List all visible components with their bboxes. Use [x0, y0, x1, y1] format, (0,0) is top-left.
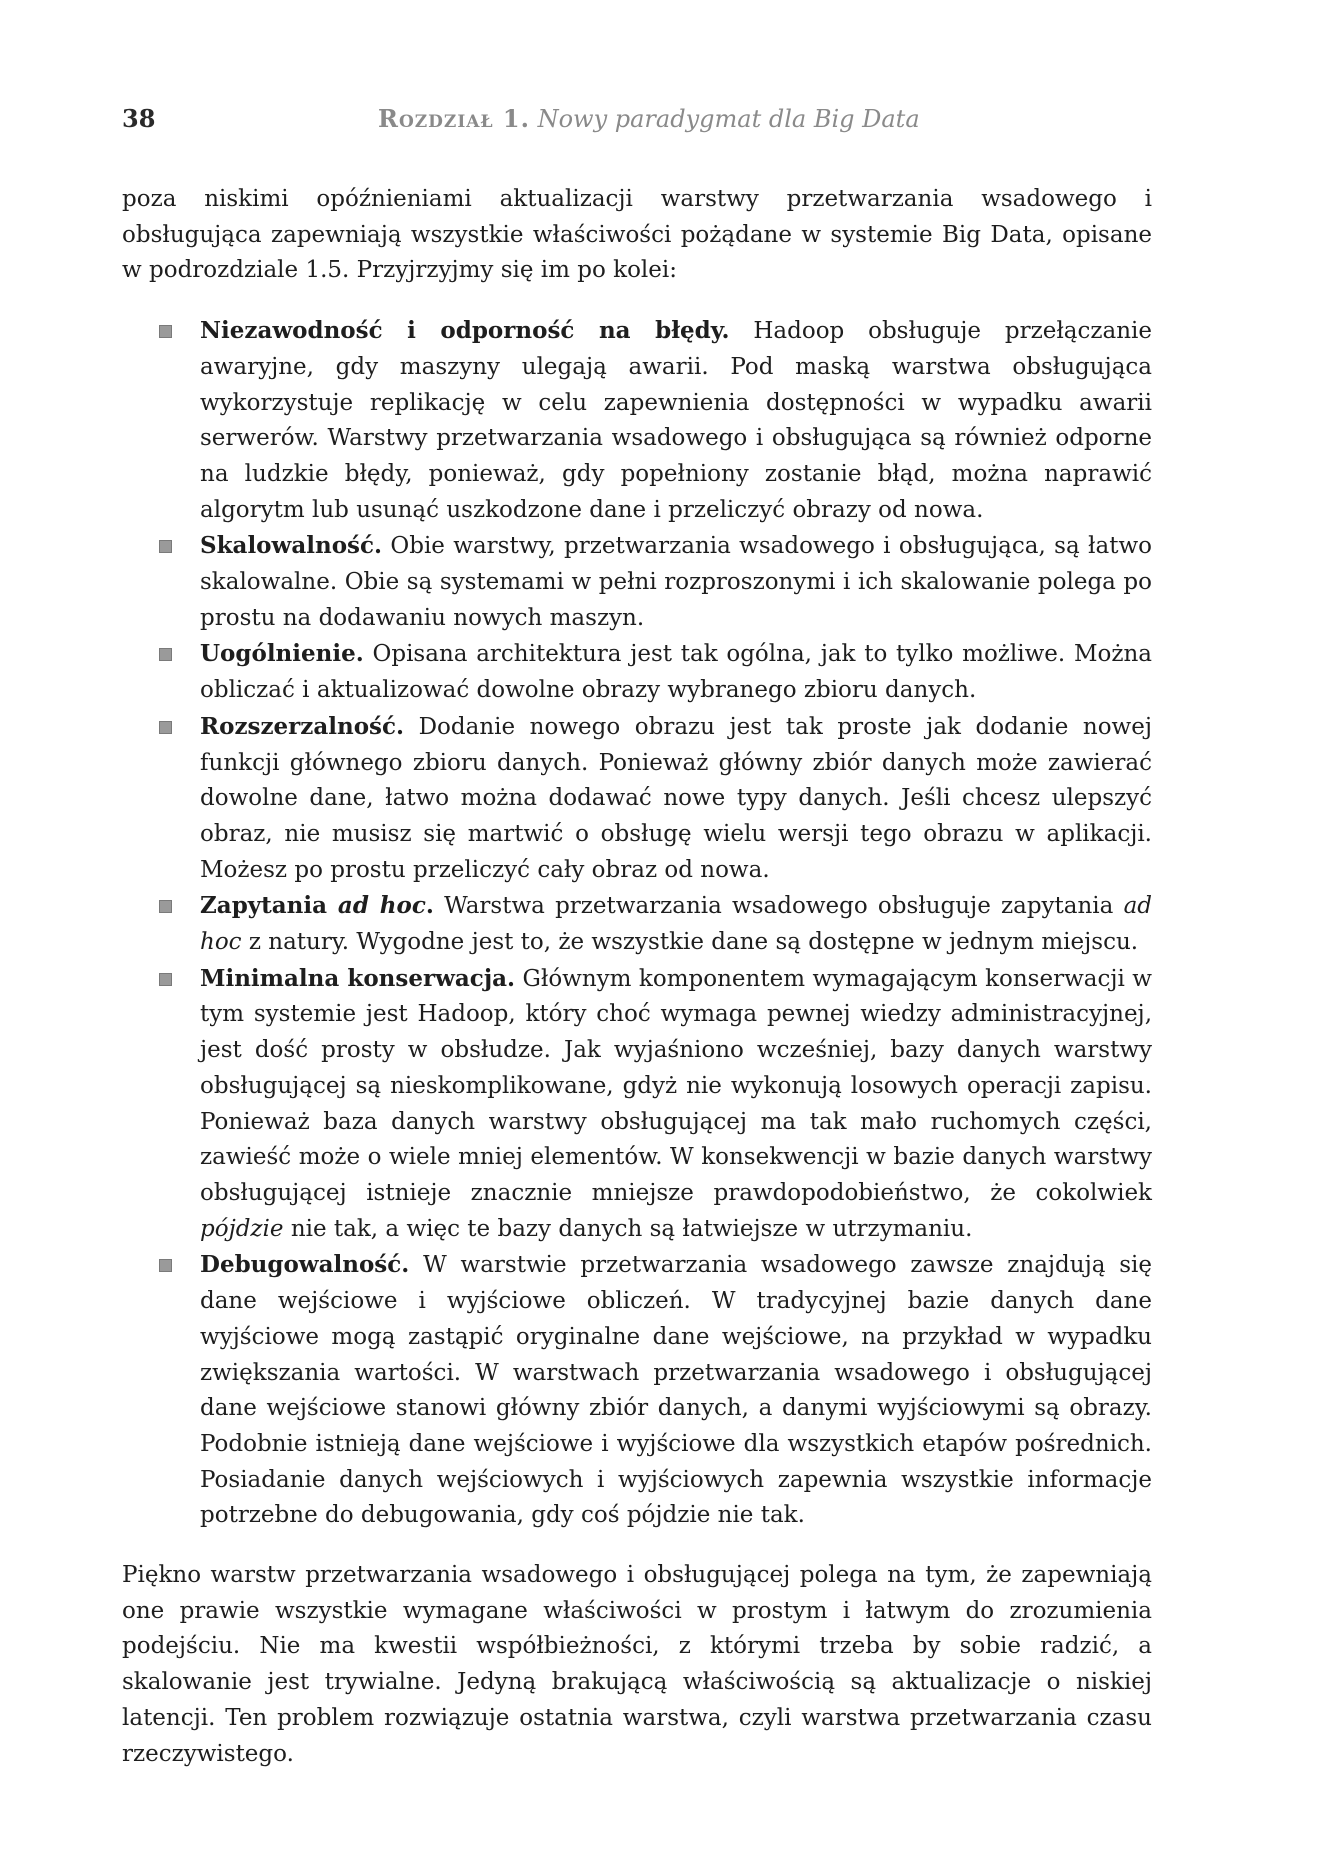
page-body — [122, 182, 1152, 1772]
properties-list — [122, 313, 1152, 1534]
item-text: Dodanie nowego obrazu jest tak proste jak dodanie nowej funkcji głównego zbioru danych. Ponieważ główny zbiór danych może zawierać dowolne dane, łatwo można dodawać nowe typy danych. Jeśli chcesz ulepszyć obraz, nie musisz się martwić o obsługę wielu wersji tego obrazu w aplikacji. Możesz po prostu przeliczyć cały obraz od nowa. — [200, 713, 1152, 883]
item-text: Obie warstwy, przetwarzania wsadowego i obsługująca, są łatwo skalowalne. Obie są systemami w pełni rozproszonymi i ich skalowanie polega po prostu na dodawaniu nowych maszyn. — [200, 533, 1152, 631]
item-text: Warstwa przetwarzania wsadowego obsługuje zapytania — [433, 893, 1124, 920]
item-text: Głównym komponentem wymagającym konserwacji w tym systemie jest Hadoop, który choć wymaga pewnej wiedzy administracyjnej, jest dość prosty w obsłudze. Jak wyjaśniono wcześniej, bazy danych warstwy obsługującej są nieskomplikowane, gdyż nie wykonują losowych operacji zapisu. Ponieważ baza danych warstwy obsługującej ma tak mało ruchomych części, zawieść może o wiele mniej elementów. W konsekwencji w bazie danych warstwy obsługującej istnieje znacznie mniejsze prawdopodobieństwo, że cokolwiek — [200, 965, 1152, 1206]
item-text: W warstwie przetwarzania wsadowego zawsze znajdują się dane wejściowe i wyjściowe obliczeń. W tradycyjnej bazie danych dane wyjściowe mogą zastąpić oryginalne dane wejściowe, na przykład w wypadku zwiększania wartości. W warstwach przetwarzania wsadowego i obsługującej dane wejściowe stanowi główny zbiór danych, a danymi wyjściowymi są obrazy. Podobnie istnieją dane wejściowe i wyjściowe dla wszystkich etapów pośrednich. Posiadanie danych wejściowych i wyjściowych zapewnia wszystkie informacje potrzebne do debugowania, gdy coś pójdzie nie tak. — [200, 1252, 1152, 1529]
square-bullet-icon — [159, 900, 172, 913]
item-term-end: . — [425, 892, 434, 920]
list-item — [122, 636, 1152, 708]
item-text-end: nie tak, a więc te bazy danych są łatwiejsze w utrzymaniu. — [283, 1215, 973, 1242]
item-term: Skalowalność. — [200, 532, 382, 560]
list-item — [122, 961, 1152, 1248]
running-header — [122, 104, 1202, 144]
item-term: Minimalna konserwacja. — [200, 964, 516, 992]
item-term: Rozszerzalność. — [200, 712, 405, 740]
square-bullet-icon — [159, 1259, 172, 1272]
item-term: Niezawodność i odporność na błędy. — [200, 317, 730, 345]
item-text-end: z natury. Wygodne jest to, że wszystkie dane są dostępne w jednym miejscu. — [241, 929, 1139, 956]
page-number: 38 — [122, 104, 156, 133]
square-bullet-icon — [159, 648, 172, 661]
item-text-italic: ad hoc — [200, 893, 1153, 956]
item-term: Debugowalność. — [200, 1251, 410, 1279]
chapter-label: Rozdział 1. — [378, 104, 530, 133]
list-item — [122, 313, 1152, 528]
item-text: Opisana architektura jest tak ogólna, jak to tylko możliwe. Można obliczać i aktualizować dowolne obrazy wybranego zbioru danych. — [200, 641, 1152, 704]
item-term-italic: ad hoc — [337, 892, 426, 920]
item-text-italic: pójdzie — [200, 1215, 284, 1242]
intro-paragraph: poza niskimi opóźnieniami aktualizacji warstwy przetwarzania wsadowego i obsługująca zapewniają wszystkie właściwości pożądane w systemie Big Data, opisane w podrozdziale 1.5. Przyjrzyjmy się im po kolei: — [122, 186, 1152, 284]
item-term: Uogólnienie. — [200, 640, 364, 668]
square-bullet-icon — [159, 973, 172, 986]
closing-paragraph: Piękno warstw przetwarzania wsadowego i obsługującej polega na tym, że zapewniają one prawie wszystkie wymagane właściwości w prostym i łatwym do zrozumienia podejściu. Nie ma kwestii współbieżności, z którymi trzeba by sobie radzić, a skalowanie jest trywialne. Jedyną brakującą właściwością są aktualizacje o niskiej latencji. Ten problem rozwiązuje ostatnia warstwa, czyli warstwa przetwarzania czasu rzeczywistego. — [122, 1562, 1152, 1767]
item-term: Zapytania — [200, 892, 338, 920]
list-item — [122, 709, 1152, 889]
list-item — [122, 528, 1152, 636]
running-head — [378, 104, 920, 133]
list-item — [122, 888, 1152, 960]
square-bullet-icon — [159, 721, 172, 734]
chapter-title: Nowy paradygmat dla Big Data — [537, 105, 920, 133]
square-bullet-icon — [159, 540, 172, 553]
list-item — [122, 1247, 1152, 1534]
item-text: Hadoop obsługuje przełączanie awaryjne, gdy maszyny ulegają awarii. Pod maską warstwa obsługująca wykorzystuje replikację w celu zapewnienia dostępności w wypadku awarii serwerów. Warstwy przetwarzania wsadowego i obsługująca są również odporne na ludzkie błędy, ponieważ, gdy popełniony zostanie błąd, można naprawić algorytm lub usunąć uszkodzone dane i przeliczyć obrazy od nowa. — [200, 318, 1152, 523]
square-bullet-icon — [159, 325, 172, 338]
